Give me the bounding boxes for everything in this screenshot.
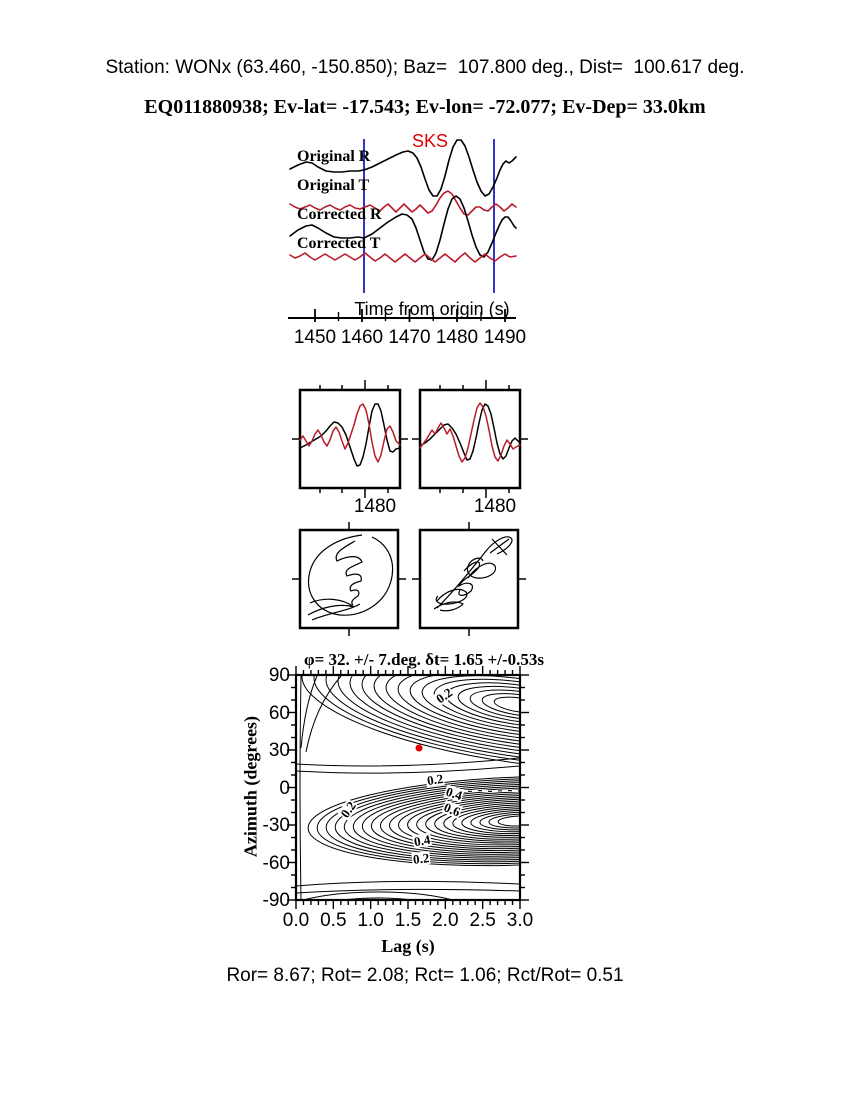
figure-title: Station: WONx (63.460, -150.850); Baz= 107.800 deg., Dist= 100.617 deg.	[105, 57, 745, 78]
waveform-trace-3	[290, 253, 516, 262]
time-tick-label: 1450	[293, 327, 337, 348]
time-axis-label: Time from origin (s)	[354, 299, 510, 319]
contour-title: φ= 32. +/- 7.deg. δt= 1.65 +/-0.53s	[304, 650, 544, 669]
lag-tick-label: 1.5	[394, 910, 422, 931]
time-tick-label: 1490	[483, 327, 527, 348]
trace-label-original-t: Original T	[297, 177, 370, 194]
time-tick-label: 1480	[435, 327, 479, 348]
lag-tick-label: 0.0	[282, 910, 310, 931]
contour-value-label: 0.2	[433, 684, 456, 707]
trace-label-corrected-r: Corrected R	[297, 206, 382, 223]
azimuth-tick-label: 60	[268, 702, 290, 724]
azimuth-tick-label: -60	[262, 852, 290, 874]
lag-tick-label: 0.5	[320, 910, 347, 931]
comparison-right-tick-label: 1480	[473, 496, 517, 517]
contour-line	[296, 766, 519, 773]
particle-motion-box	[420, 530, 518, 628]
azimuth-tick-label: -90	[262, 890, 290, 911]
time-tick-label: 1460	[340, 327, 384, 348]
contour-value-label: 0.6	[441, 799, 463, 820]
contour-line	[296, 889, 519, 893]
contour-line	[306, 676, 341, 752]
contour-value-label: 0.4	[444, 783, 465, 804]
comparison-trace-3	[420, 403, 520, 462]
contour-line	[296, 758, 519, 766]
comparison-left-tick-label: 1480	[353, 496, 397, 517]
contour-value-label: 0.4	[412, 831, 432, 850]
azimuth-tick-label: -30	[262, 815, 290, 836]
contour-line	[296, 881, 519, 886]
phase-label-sks: SKS	[411, 131, 449, 151]
particle-motion-path-1	[336, 541, 362, 605]
azimuth-tick-label: 90	[268, 665, 290, 686]
contour-line	[300, 676, 301, 899]
contour-value-label: 0.2	[412, 850, 430, 867]
lag-tick-label: 3.0	[506, 910, 534, 931]
azimuth-tick-label: 30	[268, 740, 290, 761]
lag-tick-label: 2.0	[432, 910, 459, 931]
trace-label-corrected-t: Corrected T	[297, 235, 381, 252]
particle-motion-path-7	[434, 589, 467, 610]
contour-value-label: 0.2	[426, 770, 445, 789]
lag-tick-label: 1.0	[357, 910, 384, 931]
contour-value-label: 0.2	[337, 798, 359, 821]
contour-ylabel: Azimuth (degrees)	[240, 715, 261, 858]
quality-stats-line: Ror= 8.67; Rot= 2.08; Rct= 1.06; Rct/Rot= 0.51	[226, 965, 624, 986]
best-fit-dot	[416, 745, 423, 752]
lag-tick-label: 2.5	[469, 910, 496, 931]
time-tick-label: 1470	[388, 327, 431, 348]
event-info-subtitle: EQ011880938; Ev-lat= -17.543; Ev-lon= -72.077; Ev-Dep= 33.0km	[144, 96, 706, 118]
comparison-trace-2	[420, 404, 520, 460]
contour-xlabel: Lag (s)	[381, 936, 435, 956]
trace-label-original-r: Original R	[297, 148, 371, 165]
azimuth-tick-label: 0	[279, 777, 290, 799]
